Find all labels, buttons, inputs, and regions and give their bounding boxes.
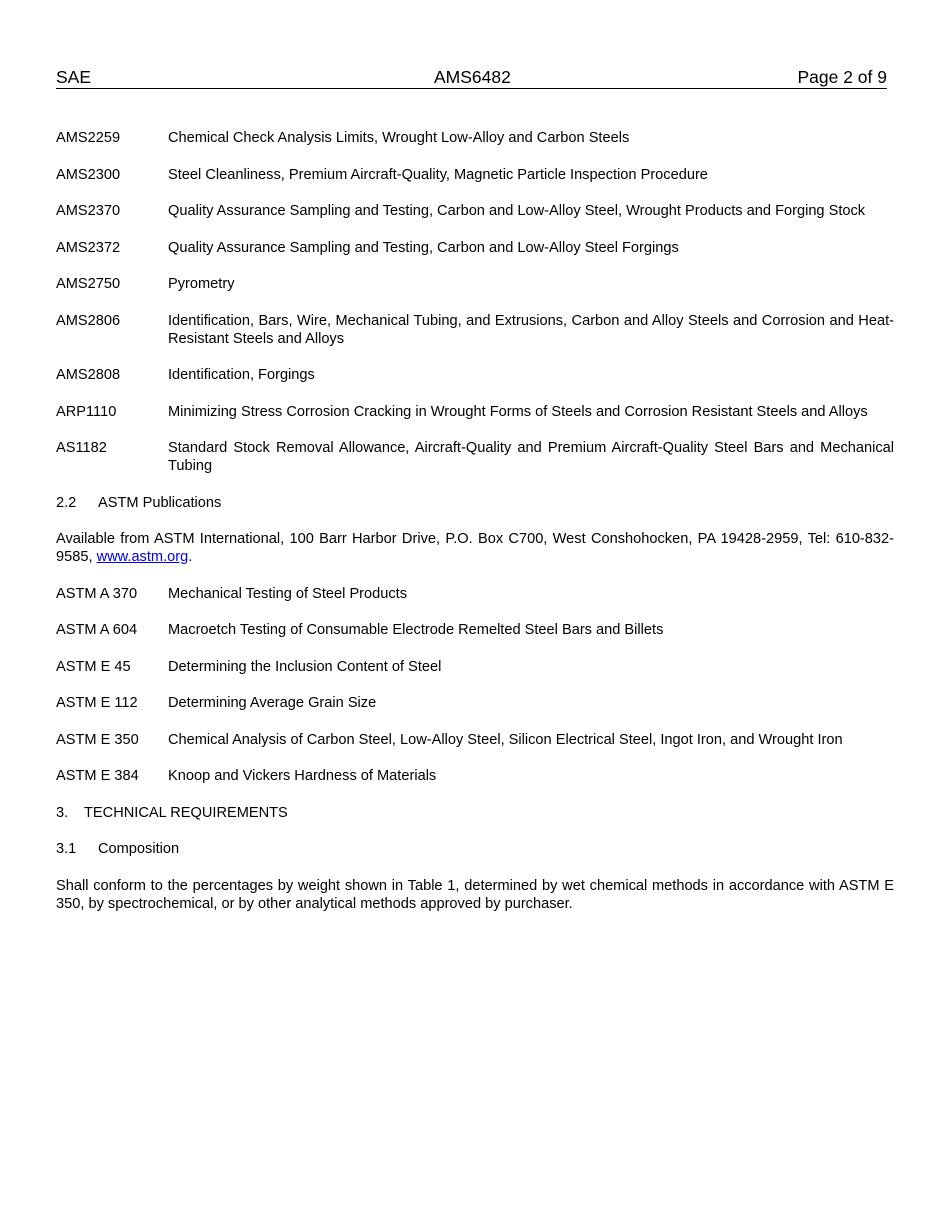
reference-entry bbox=[56, 166, 894, 184]
reference-title: Chemical Analysis of Carbon Steel, Low-Alloy Steel, Silicon Electrical Steel, Ingot Iron, and Wrought Iron bbox=[168, 731, 843, 748]
reference-code: AMS2372 bbox=[56, 239, 121, 256]
reference-entry bbox=[56, 366, 894, 384]
reference-title: Quality Assurance Sampling and Testing, Carbon and Low-Alloy Steel Forgings bbox=[168, 239, 679, 256]
header-page-number: Page 2 of 9 bbox=[797, 67, 887, 87]
availability-end: . bbox=[188, 549, 193, 565]
section-title: Composition bbox=[98, 841, 180, 857]
reference-entry bbox=[56, 129, 894, 147]
reference-title: Identification, Bars, Wire, Mechanical Tubing, and Extrusions, Carbon and Alloy Steels and Corrosion and Heat-Resistant Steels and Alloys bbox=[168, 312, 894, 347]
reference-code: ASTM E 45 bbox=[56, 658, 131, 675]
reference-code: ARP1110 bbox=[56, 403, 117, 420]
reference-entry bbox=[56, 275, 894, 293]
availability-text: Available from ASTM International, 100 Barr Harbor Drive, P.O. Box C700, West Conshohocken, PA 19428-2959, Tel: 610-832-9585, bbox=[56, 531, 894, 565]
reference-title: Quality Assurance Sampling and Testing, Carbon and Low-Alloy Steel, Wrought Products and Forging Stock bbox=[168, 203, 866, 219]
reference-code: AMS2370 bbox=[56, 203, 121, 219]
page-header bbox=[56, 67, 887, 89]
reference-code: ASTM E 384 bbox=[56, 768, 139, 784]
reference-title: Identification, Forgings bbox=[168, 367, 315, 383]
astm-availability-paragraph bbox=[56, 530, 894, 566]
reference-entry bbox=[56, 202, 894, 220]
section-heading-astm bbox=[56, 494, 894, 512]
reference-code: ASTM A 370 bbox=[56, 585, 138, 602]
reference-title: Minimizing Stress Corrosion Cracking in Wrought Forms of Steels and Corrosion Resistant Steels and Alloys bbox=[168, 403, 868, 420]
reference-entry bbox=[56, 658, 894, 676]
header-org: SAE bbox=[56, 67, 92, 87]
page-content bbox=[56, 129, 894, 931]
reference-entry bbox=[56, 439, 894, 475]
section-heading-technical-requirements bbox=[56, 804, 894, 822]
reference-entry bbox=[56, 621, 894, 639]
section-title: ASTM Publications bbox=[98, 494, 222, 511]
reference-code: ASTM E 112 bbox=[56, 695, 138, 711]
reference-entry bbox=[56, 403, 894, 421]
reference-title: Steel Cleanliness, Premium Aircraft-Quality, Magnetic Particle Inspection Procedure bbox=[168, 166, 708, 183]
reference-title: Chemical Check Analysis Limits, Wrought Low-Alloy and Carbon Steels bbox=[168, 130, 630, 146]
reference-entry bbox=[56, 694, 894, 712]
astm-website-link[interactable]: www.astm.org bbox=[96, 549, 189, 565]
reference-entry bbox=[56, 239, 894, 257]
reference-code: AMS2808 bbox=[56, 367, 121, 383]
composition-paragraph: Shall conform to the percentages by weight shown in Table 1, determined by wet chemical methods in accordance with ASTM E 350, by spectrochemical, or by other analytical methods approved by purchaser. bbox=[56, 877, 894, 912]
reference-code: AMS2259 bbox=[56, 130, 121, 146]
reference-code: ASTM E 350 bbox=[56, 731, 139, 748]
reference-title: Determining the Inclusion Content of Steel bbox=[168, 658, 442, 675]
reference-entry bbox=[56, 767, 894, 785]
reference-entry bbox=[56, 312, 894, 348]
header-doc-number: AMS6482 bbox=[434, 67, 511, 87]
reference-title: Knoop and Vickers Hardness of Materials bbox=[168, 768, 437, 784]
reference-code: ASTM A 604 bbox=[56, 622, 138, 638]
reference-code: AMS2750 bbox=[56, 276, 121, 292]
reference-title: Macroetch Testing of Consumable Electrode Remelted Steel Bars and Billets bbox=[168, 622, 664, 638]
reference-code: AMS2300 bbox=[56, 166, 121, 183]
section-heading-composition bbox=[56, 840, 894, 858]
section-number: 2.2 bbox=[56, 494, 77, 511]
reference-title: Standard Stock Removal Allowance, Aircraft-Quality and Premium Aircraft-Quality Steel Bars and Mechanical Tubing bbox=[168, 440, 894, 474]
section-number: 3. bbox=[56, 804, 69, 821]
reference-code: AS1182 bbox=[56, 440, 107, 456]
reference-entry bbox=[56, 585, 894, 603]
reference-code: AMS2806 bbox=[56, 312, 121, 329]
section-number: 3.1 bbox=[56, 841, 77, 857]
reference-entry bbox=[56, 731, 894, 749]
reference-title: Mechanical Testing of Steel Products bbox=[168, 585, 408, 602]
section-title: TECHNICAL REQUIREMENTS bbox=[84, 804, 288, 821]
reference-title: Pyrometry bbox=[168, 276, 235, 292]
reference-title: Determining Average Grain Size bbox=[168, 695, 377, 711]
